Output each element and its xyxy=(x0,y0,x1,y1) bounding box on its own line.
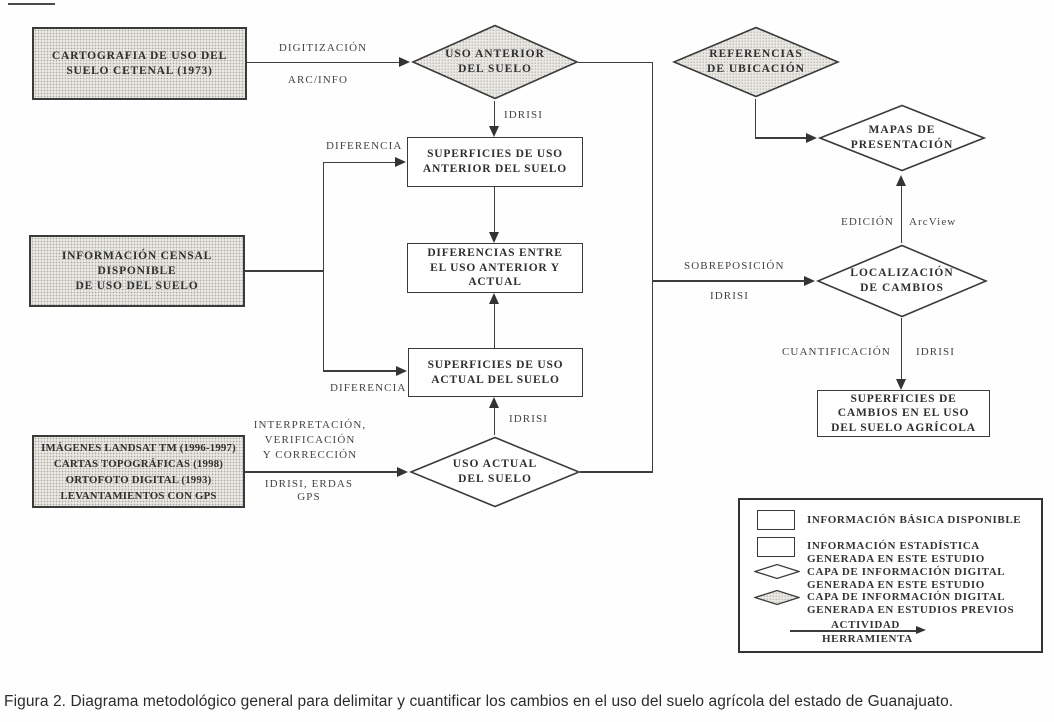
node-text-line: CAMBIOS EN EL USO xyxy=(837,407,970,420)
connector-uso-actual-vertical xyxy=(580,471,652,473)
connector-main-vertical xyxy=(652,62,654,473)
node-text-line: DE UBICACIÓN xyxy=(707,63,805,75)
node-text-line: SUELO CETENAL (1973) xyxy=(66,64,213,77)
legend-swatch-diamond-stippled xyxy=(754,589,800,606)
node-uso-anterior-suelo xyxy=(411,23,579,101)
diamond-text xyxy=(672,25,840,99)
arrowhead-down xyxy=(489,126,499,137)
edge-label-cuantificacion: CUANTIFICACIÓN xyxy=(782,346,891,358)
edge-label-edicion: EDICIÓN xyxy=(841,216,894,228)
edge-label-idrisi-uso-actual: IDRISI xyxy=(509,413,548,425)
node-text-line: USO ACTUAL xyxy=(452,458,538,470)
node-text-line: SUPERFICIES DE xyxy=(850,392,957,405)
legend-item-label: INFORMACIÓN ESTADÍSTICA xyxy=(807,540,980,552)
node-superficies-uso-anterior xyxy=(407,137,583,187)
connector-superficies-actual-diferencias xyxy=(494,304,496,348)
node-text-line: IMÁGENES LANDSAT TM (1996-1997) xyxy=(41,441,236,454)
edge-label-line: IDRISI, ERDAS xyxy=(264,478,354,490)
arrowhead-right xyxy=(399,57,410,67)
connector-diferencia-inferior xyxy=(323,370,397,372)
connector-referencias-down xyxy=(755,99,757,138)
node-text-line: DE CAMBIOS xyxy=(860,282,944,294)
node-mapas-presentacion xyxy=(818,103,986,173)
node-localizacion-cambios xyxy=(816,243,988,319)
node-text-line: CARTOGRAFIA DE USO DEL xyxy=(51,49,228,62)
legend-item-label: CAPA DE INFORMACIÓN DIGITAL xyxy=(807,566,1006,578)
arrowhead-right xyxy=(806,133,817,143)
scan-artifact-line xyxy=(8,3,55,5)
legend-item-label: GENERADA EN ESTUDIOS PREVIOS xyxy=(807,604,1015,616)
edge-label-line: INTERPRETACIÓN, xyxy=(253,419,367,431)
node-text-line: CARTAS TOPOGRÁFICAS (1998) xyxy=(53,457,224,470)
connector-uso-anterior-superficies xyxy=(494,101,496,126)
node-text-line: DISPONIBLE xyxy=(97,264,177,277)
node-text-line: DEL SUELO AGRÍCOLA xyxy=(831,421,976,434)
connector-uso-anterior-vertical xyxy=(578,62,653,64)
arrowhead-down xyxy=(489,232,499,243)
diamond-text xyxy=(816,243,988,319)
connector-uso-actual-superficies xyxy=(494,408,496,435)
edge-label-idrisi-erdas-gps xyxy=(250,478,368,504)
connector-sobreposicion xyxy=(652,280,804,282)
edge-label-line: VERIFICACIÓN xyxy=(264,434,356,446)
edge-label-sobreposicion: SOBREPOSICIÓN xyxy=(684,260,785,272)
edge-label-idrisi-uso-anterior: IDRISI xyxy=(504,109,543,121)
node-text-line: ACTUAL xyxy=(468,276,522,289)
diamond-text xyxy=(411,23,579,101)
edge-label-line: GPS xyxy=(297,491,321,503)
node-cartografia-uso-suelo xyxy=(32,27,247,100)
legend-item-label: CAPA DE INFORMACIÓN DIGITAL xyxy=(807,591,1006,603)
node-text-line: SUPERFICIES DE USO xyxy=(427,148,563,160)
legend-label-herramienta: HERRAMIENTA xyxy=(822,633,913,645)
edge-label-arcview: ArcView xyxy=(909,216,957,228)
arrowhead-up xyxy=(489,397,499,408)
edge-label-interpretacion xyxy=(248,418,372,463)
node-text-line: SUPERFICIES DE USO xyxy=(427,358,564,371)
arrowhead-up xyxy=(896,175,906,186)
edge-label-diferencia-superior: DIFERENCIA xyxy=(326,140,403,152)
legend-item-label: GENERADA EN ESTE ESTUDIO xyxy=(807,579,985,591)
legend-swatch-rect-white xyxy=(757,537,795,557)
arrowhead-right xyxy=(397,467,408,477)
legend-item-label: GENERADA EN ESTE ESTUDIO xyxy=(807,553,985,565)
node-text-line: DEL SUELO xyxy=(458,473,532,485)
node-text-line: USO ANTERIOR xyxy=(445,48,545,60)
node-text-line: REFERENCIAS xyxy=(709,48,803,60)
node-imagenes-landsat xyxy=(32,435,245,508)
arrowhead-down xyxy=(896,379,906,390)
edge-label-arcinfo: ARC/INFO xyxy=(287,74,349,86)
arrowhead-up xyxy=(489,293,499,304)
edge-label-line: Y CORRECCIÓN xyxy=(262,449,358,461)
node-referencias-ubicacion xyxy=(672,25,840,99)
connector-localizacion-cambios-box xyxy=(901,318,903,379)
connector-cartografia-uso-anterior xyxy=(247,62,399,64)
node-text-line: ORTOFOTO DIGITAL (1993) xyxy=(65,473,212,486)
node-text-line: ANTERIOR DEL SUELO xyxy=(422,163,568,175)
node-diferencias-uso xyxy=(407,243,583,293)
legend-arrowhead-right xyxy=(916,626,926,634)
node-text-line: PRESENTACIÓN xyxy=(850,139,954,151)
edge-label-idrisi-cuantificacion: IDRISI xyxy=(916,346,955,358)
connector-diferencia-superior xyxy=(323,162,396,164)
legend-box xyxy=(738,498,1043,653)
node-text-line: INFORMACIÓN CENSAL xyxy=(61,249,213,262)
node-informacion-censal xyxy=(29,235,245,307)
node-text-line: MAPAS DE xyxy=(868,124,936,136)
node-superficies-cambios xyxy=(817,390,990,437)
arrowhead-right xyxy=(396,366,407,376)
legend-swatch-diamond-white xyxy=(754,563,800,580)
arrowhead-right xyxy=(804,276,815,286)
connector-branch-vertical xyxy=(323,162,325,371)
node-text-line: LEVANTAMIENTOS CON GPS xyxy=(60,489,217,502)
legend-swatch-rect-stippled xyxy=(757,510,795,530)
node-text-line: DE USO DEL SUELO xyxy=(75,279,199,292)
edge-label-idrisi-sobreposicion: IDRISI xyxy=(710,290,749,302)
edge-label-digitizacion: DIGITIZACIÓN xyxy=(278,42,368,54)
node-text-line: ACTUAL DEL SUELO xyxy=(431,373,560,386)
connector-imagenes-uso-actual xyxy=(245,471,397,473)
connector-superficies-anterior-diferencias xyxy=(494,187,496,232)
arrowhead-right xyxy=(395,157,406,167)
node-text-line: DIFERENCIAS ENTRE xyxy=(427,247,563,260)
legend-label-actividad: ACTIVIDAD xyxy=(831,619,900,631)
connector-localizacion-mapas xyxy=(901,186,903,243)
diamond-text xyxy=(818,103,986,173)
node-text-line: LOCALIZACIÓN xyxy=(850,267,954,279)
figure-caption: Figura 2. Diagrama metodológico general para delimitar y cuantificar los cambios en el uso del suelo agrícola del estado de Guanajuato. xyxy=(4,693,954,710)
connector-referencias-mapas xyxy=(755,137,807,139)
diamond-text xyxy=(409,435,581,509)
node-text-line: DEL SUELO xyxy=(458,63,532,75)
node-uso-actual-suelo xyxy=(409,435,581,509)
connector-censal-branch xyxy=(245,270,324,272)
node-superficies-uso-actual xyxy=(408,348,583,397)
node-text-line: EL USO ANTERIOR Y xyxy=(430,261,560,274)
legend-item-label: INFORMACIÓN BÁSICA DISPONIBLE xyxy=(807,514,1022,526)
edge-label-diferencia-inferior: DIFERENCIA xyxy=(330,382,407,394)
